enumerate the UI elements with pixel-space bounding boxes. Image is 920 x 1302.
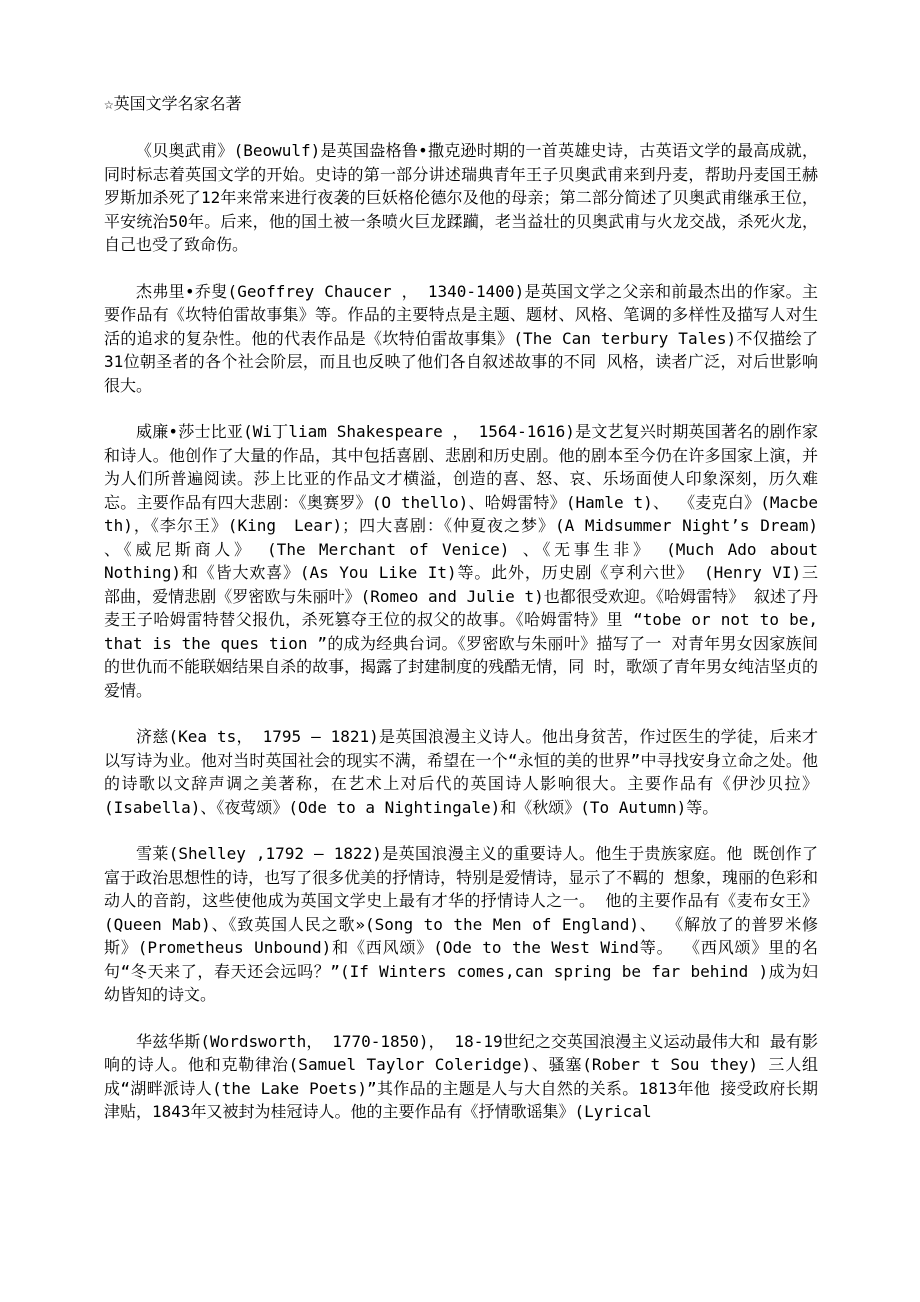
paragraph-shelley: 雪莱(Shelley ,1792 — 1822)是英国浪漫主义的重要诗人。他生于贵族家庭。他 既创作了富于政治思想性的诗，也写了很多优美的抒情诗，特别是爱情诗，显示了不羁的 想象，瑰丽的色彩和动人的音韵，这些使他成为英国文学史上最有才华的抒情诗人之一。 他的主要作品有《麦布女王》(Queen Mab)、《致英国人民之歌»(Song to the Men of England)、 《解放了的普罗米修斯》(Prometheus Unbound)和《西风颂》(Ode to the West Wind等。 《西风颂》里的名句“冬天来了，春天还会远吗？”(If Winters comes,can spring be far behind )成为妇幼皆知的诗文。 <box>104 844 818 1004</box>
paragraph-chaucer: 杰弗里•乔叟(Geoffrey Chaucer ， 1340-1400)是英国文学之父亲和前最杰出的作家。主要作品有《坎特伯雷故事集》等。作品的主要特点是主题、题材、风格、笔调的多样性及描写人对生活的追求的复杂性。他的代表作品是《坎特伯雷故事集》(The Can terbury Tales)不仅描绘了 31位朝圣者的各个社会阶层，而且也反映了他们各自叙述故事的不同 风格，读者广泛，对后世影响很大。 <box>104 281 828 395</box>
paragraph-shakespeare: 威廉•莎士比亚(Wi丁liam Shakespeare ， 1564-1616)是文艺复兴时期英国著名的剧作家和诗人。他创作了大量的作品，其中包括喜剧、悲剧和历史剧。他的剧本至今仍在许多国家上演，并为人们所普遍阅读。莎上比亚的作品文才横溢，创造的喜、怒、哀、乐场面使人印象深刻，历久难忘。主要作品有四大悲剧：《奥赛罗》(O thello)、哈姆雷特》(Hamle t)、 《麦克白》(Macbe th)，《李尔王》(King Lear)；四大喜剧：《仲夏夜之梦》(A Midsummer Night’s Dream) 、《威尼斯商人》 (The Merchant of Venice) 、《无事生非》 (Much Ado about Nothing)和《皆大欢喜》(As You Like It)等。此外，历史剧《亨利六世》 (Henry VI)三 部曲，爱情悲剧《罗密欧与朱丽叶》(Romeo and Julie t)也都很受欢迎。《哈姆雷特》 叙述了丹麦王子哈姆雷特替父报仇，杀死篡夺王位的叔父的故事。《哈姆雷特》里 “tobe or not to be, that is the ques tion ”的成为经典台词。《罗密欧与朱丽叶》描写了一 对青年男女因家族间的世仇而不能联姻结果自杀的故事，揭露了封建制度的残酷无情，同 时，歌颂了青年男女纯洁坚贞的爱情。 <box>104 422 835 700</box>
paragraph-wordsworth: 华兹华斯(Wordsworth， 1770-1850)， 18-19世纪之交英国浪漫主义运动最伟大和 最有影响的诗人。他和克勒律治(Samuel Taylor Coleridge)、骚塞(Rober t Sou they) 三人组成“湖畔派诗人(the Lake Poets)”其作品的主题是人与大自然的关系。1813年他 接受政府长期津贴，1843年又被封为桂冠诗人。他的主要作品有《抒情歌谣集》(Lyrical <box>104 1031 818 1121</box>
paragraph-beowulf: 《贝奥武甫》(Beowulf)是英国盎格鲁•撒克逊时期的一首英雄史诗，古英语文学的最高成就，同时标志着英国文学的开始。史诗的第一部分讲述瑞典青年王子贝奥武甫来到丹麦，帮助丹麦国王赫罗斯加杀死了12年来常来进行夜袭的巨妖格伦德尔及他的母亲；第二部分简述了贝奥武甫继承王位，平安统治50年。后来，他的国土被一条喷火巨龙蹂躏，老当益壮的贝奥武甫与火龙交战，杀死火龙，自己也受了致命伤。 <box>104 141 818 254</box>
paragraph-keats: 济慈(Kea ts， 1795 — 1821)是英国浪漫主义诗人。他出身贫苦，作过医生的学徒，后来才以写诗为业。他对当时英国社会的现实不满，希望在一个“永恒的美的世界”中寻找安身立命之处。他的诗歌以文辞声调之美著称，在艺术上对后代的英国诗人影响很大。主要作品有《伊沙贝拉》(Isabella)、《夜莺颂》(Ode to a Nightingale)和《秋颂》(To Autumn)等。 <box>104 727 818 817</box>
document-title: ☆英国文学名家名著 <box>104 94 242 113</box>
